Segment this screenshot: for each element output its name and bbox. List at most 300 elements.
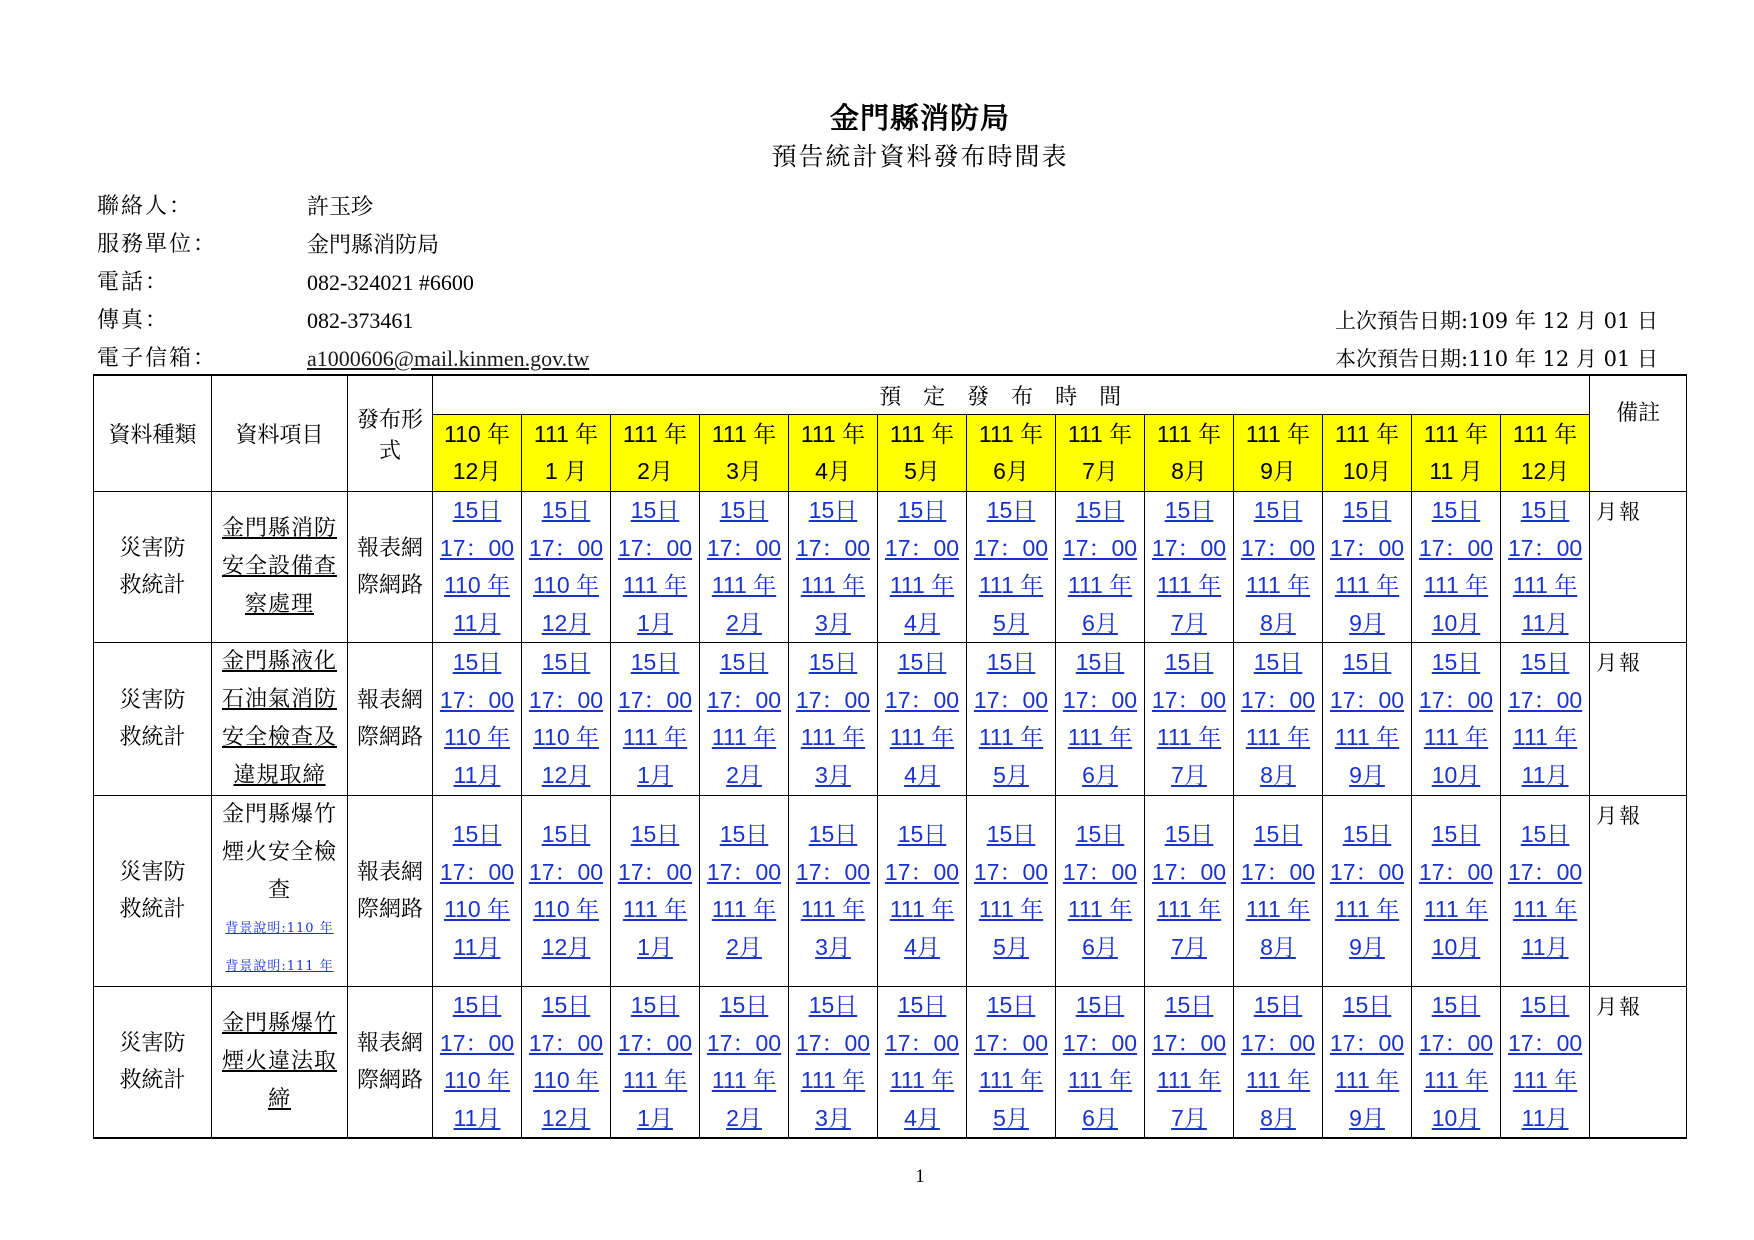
background-note-link[interactable]: 背景說明:110 年 [225, 921, 334, 936]
schedule-cell[interactable] [789, 796, 878, 987]
schedule-cell[interactable] [967, 492, 1056, 643]
schedule-cell[interactable] [1412, 796, 1501, 987]
schedule-ref-year: 111 年 [1156, 572, 1222, 598]
schedule-time: 17：00 [528, 534, 604, 561]
schedule-day: 15日 [1164, 992, 1214, 1018]
schedule-day: 15日 [897, 497, 947, 523]
schedule-ref-year: 111 年 [1423, 896, 1489, 922]
schedule-ref-month: 8月 [1260, 761, 1296, 788]
schedule-cell[interactable] [1056, 643, 1145, 796]
schedule-time: 17：00 [528, 1029, 604, 1056]
schedule-day: 15日 [541, 497, 591, 523]
schedule-ref-year: 111 年 [711, 724, 777, 750]
schedule-ref-month: 10月 [1431, 761, 1481, 788]
header-category: 資料種類 [94, 375, 212, 492]
schedule-ref-month: 2月 [726, 1104, 762, 1131]
schedule-ref-year: 110 年 [532, 896, 600, 922]
form-text: 報表網際網路 [356, 1031, 423, 1093]
form-text: 報表網際網路 [356, 536, 423, 598]
schedule-time: 17：00 [1062, 858, 1138, 885]
schedule-time: 17：00 [795, 534, 871, 561]
schedule-ref-year: 111 年 [978, 572, 1044, 598]
fax-number: 082-373461 [307, 308, 414, 333]
schedule-time: 17：00 [1151, 858, 1227, 885]
schedule-day: 15日 [1431, 821, 1481, 847]
month-header [878, 415, 967, 492]
schedule-time: 17：00 [1062, 686, 1138, 713]
month-header [522, 415, 611, 492]
schedule-time: 17：00 [528, 858, 604, 885]
schedule-ref-month: 4月 [904, 761, 940, 788]
schedule-time: 17：00 [1507, 1029, 1583, 1056]
item-name-link[interactable]: 金門縣爆竹煙火違法取締 [222, 1011, 338, 1112]
month-header-year: 111 年 [1423, 421, 1489, 447]
schedule-ref-month: 11月 [1521, 933, 1569, 960]
month-header-year: 111 年 [800, 421, 866, 447]
schedule-ref-year: 111 年 [889, 896, 955, 922]
schedule-ref-month: 11月 [1521, 761, 1569, 788]
schedule-cell[interactable] [1323, 796, 1412, 987]
schedule-time: 17：00 [884, 858, 960, 885]
month-header-year: 111 年 [1067, 421, 1133, 447]
schedule-cell[interactable] [522, 643, 611, 796]
schedule-ref-year: 111 年 [622, 572, 688, 598]
item-cell [212, 796, 348, 987]
schedule-ref-year: 111 年 [622, 724, 688, 750]
schedule-ref-month: 12月 [541, 761, 591, 788]
schedule-ref-month: 3月 [815, 761, 851, 788]
category-cell: 災害防救統計 [94, 643, 212, 796]
schedule-time: 17：00 [706, 858, 782, 885]
schedule-cell[interactable] [611, 987, 700, 1139]
schedule-ref-month: 3月 [815, 1104, 851, 1131]
schedule-ref-month: 9月 [1349, 933, 1385, 960]
form-cell [348, 643, 433, 796]
schedule-ref-month: 9月 [1349, 1104, 1385, 1131]
phone-label: 電話： [97, 270, 170, 295]
schedule-cell[interactable] [1056, 796, 1145, 987]
schedule-ref-month: 8月 [1260, 609, 1296, 636]
month-header-month: 11 月 [1429, 458, 1483, 484]
schedule-day: 15日 [1075, 497, 1125, 523]
month-header-year: 111 年 [533, 421, 599, 447]
schedule-ref-year: 111 年 [889, 572, 955, 598]
schedule-ref-year: 111 年 [1067, 896, 1133, 922]
schedule-cell[interactable] [700, 987, 789, 1139]
month-header-year: 111 年 [1245, 421, 1311, 447]
schedule-ref-year: 111 年 [1245, 572, 1311, 598]
schedule-cell[interactable] [700, 796, 789, 987]
schedule-ref-year: 111 年 [978, 896, 1044, 922]
category-cell: 災害防救統計 [94, 796, 212, 987]
schedule-day: 15日 [1253, 821, 1303, 847]
schedule-ref-month: 6月 [1082, 609, 1118, 636]
schedule-cell[interactable] [1501, 796, 1590, 987]
schedule-day: 15日 [1253, 992, 1303, 1018]
schedule-time: 17：00 [1151, 534, 1227, 561]
schedule-day: 15日 [986, 497, 1036, 523]
schedule-ref-year: 111 年 [711, 572, 777, 598]
schedule-ref-year: 111 年 [800, 896, 866, 922]
item-name-link: 金門縣爆竹煙火安全檢查 [222, 802, 338, 903]
schedule-cell[interactable] [1323, 492, 1412, 643]
schedule-ref-year: 111 年 [1334, 724, 1400, 750]
schedule-cell[interactable] [1501, 492, 1590, 643]
schedule-time: 17：00 [973, 534, 1049, 561]
schedule-day: 15日 [1520, 649, 1570, 675]
schedule-cell[interactable] [878, 796, 967, 987]
schedule-day: 15日 [719, 649, 769, 675]
schedule-ref-month: 6月 [1082, 933, 1118, 960]
schedule-ref-month: 5月 [993, 933, 1029, 960]
remark-cell: 月報 [1590, 492, 1687, 643]
schedule-day: 15日 [1075, 649, 1125, 675]
schedule-day: 15日 [1431, 497, 1481, 523]
schedule-ref-month: 3月 [815, 933, 851, 960]
form-text: 報表網際網路 [356, 688, 423, 750]
schedule-cell[interactable] [1234, 643, 1323, 796]
schedule-cell[interactable] [700, 492, 789, 643]
schedule-ref-month: 9月 [1349, 609, 1385, 636]
month-header [1323, 415, 1412, 492]
schedule-ref-year: 111 年 [1245, 896, 1311, 922]
schedule-cell[interactable] [1234, 987, 1323, 1139]
form-cell [348, 796, 433, 987]
schedule-day: 15日 [1164, 497, 1214, 523]
schedule-body [94, 492, 1687, 1139]
header-remark: 備註 [1590, 375, 1687, 492]
schedule-day: 15日 [541, 649, 591, 675]
schedule-time: 17：00 [1329, 858, 1405, 885]
schedule-day: 15日 [986, 649, 1036, 675]
schedule-day: 15日 [986, 992, 1036, 1018]
schedule-day: 15日 [1253, 497, 1303, 523]
contact-person-row [97, 188, 589, 226]
schedule-cell[interactable] [967, 796, 1056, 987]
schedule-time: 17：00 [1418, 686, 1494, 713]
schedule-day: 15日 [1520, 821, 1570, 847]
document-subtitle: 預告統計資料發布時間表 [771, 142, 1069, 171]
schedule-ref-year: 111 年 [622, 896, 688, 922]
schedule-cell[interactable] [700, 643, 789, 796]
schedule-ref-month: 12月 [541, 1104, 591, 1131]
schedule-ref-month: 4月 [904, 1104, 940, 1131]
item-cell [212, 643, 348, 796]
schedule-day: 15日 [1253, 649, 1303, 675]
schedule-day: 15日 [1342, 821, 1392, 847]
schedule-ref-month: 12月 [541, 933, 591, 960]
schedule-time: 17：00 [1062, 1029, 1138, 1056]
schedule-time: 17：00 [795, 686, 871, 713]
release-schedule-table [93, 374, 1687, 1139]
month-header-year: 111 年 [1512, 421, 1578, 447]
schedule-day: 15日 [808, 649, 858, 675]
schedule-ref-month: 7月 [1171, 609, 1207, 636]
schedule-day: 15日 [1075, 821, 1125, 847]
previous-forecast-date: 上次預告日期:109 年 12 月 01 日 [1335, 309, 1658, 333]
schedule-cell[interactable] [878, 643, 967, 796]
schedule-time: 17：00 [439, 858, 515, 885]
schedule-day: 15日 [1520, 497, 1570, 523]
schedule-cell[interactable] [522, 987, 611, 1139]
month-header-year: 111 年 [978, 421, 1044, 447]
schedule-cell[interactable] [433, 796, 522, 987]
schedule-cell[interactable] [1412, 987, 1501, 1139]
schedule-ref-month: 7月 [1171, 933, 1207, 960]
schedule-time: 17：00 [706, 1029, 782, 1056]
schedule-ref-year: 110 年 [443, 724, 511, 750]
month-header [1056, 415, 1145, 492]
schedule-day: 15日 [808, 821, 858, 847]
schedule-ref-year: 111 年 [1156, 724, 1222, 750]
fax-label: 傳真： [97, 308, 170, 333]
schedule-ref-year: 111 年 [622, 1067, 688, 1093]
schedule-ref-year: 111 年 [800, 724, 866, 750]
schedule-ref-year: 110 年 [532, 572, 600, 598]
schedule-ref-month: 5月 [993, 609, 1029, 636]
month-header-month: 1 月 [544, 458, 588, 484]
schedule-cell[interactable] [789, 643, 878, 796]
schedule-cell[interactable] [433, 492, 522, 643]
month-header-year: 110 年 [443, 421, 511, 447]
schedule-ref-year: 111 年 [1512, 896, 1578, 922]
form-text: 報表網際網路 [356, 860, 423, 922]
schedule-day: 15日 [1342, 497, 1392, 523]
schedule-ref-year: 111 年 [889, 724, 955, 750]
schedule-time: 17：00 [1418, 858, 1494, 885]
schedule-cell[interactable] [433, 987, 522, 1139]
month-header [789, 415, 878, 492]
background-note-link[interactable]: 背景說明:111 年 [225, 959, 334, 974]
schedule-cell[interactable] [967, 987, 1056, 1139]
contact-person: 許玉珍 [307, 194, 374, 219]
month-header [1145, 415, 1234, 492]
schedule-cell[interactable] [789, 492, 878, 643]
schedule-cell[interactable] [1145, 643, 1234, 796]
forecast-dates [1335, 302, 1658, 378]
item-name-link[interactable]: 金門縣消防安全設備查察處理 [222, 516, 338, 617]
schedule-ref-year: 111 年 [1423, 724, 1489, 750]
schedule-ref-month: 4月 [904, 609, 940, 636]
schedule-ref-year: 111 年 [978, 724, 1044, 750]
schedule-cell[interactable] [1323, 643, 1412, 796]
schedule-ref-month: 10月 [1431, 1104, 1481, 1131]
fax-row [97, 302, 589, 340]
schedule-ref-month: 11月 [1521, 609, 1569, 636]
schedule-cell[interactable] [1234, 796, 1323, 987]
schedule-ref-month: 2月 [726, 761, 762, 788]
month-header-year: 111 年 [1334, 421, 1400, 447]
schedule-time: 17：00 [1062, 534, 1138, 561]
schedule-ref-year: 111 年 [1512, 1067, 1578, 1093]
schedule-ref-month: 5月 [993, 1104, 1029, 1131]
schedule-ref-month: 1月 [637, 761, 673, 788]
schedule-ref-month: 1月 [637, 933, 673, 960]
schedule-cell[interactable] [611, 796, 700, 987]
schedule-ref-month: 12月 [541, 609, 591, 636]
schedule-time: 17：00 [795, 858, 871, 885]
contact-info [97, 188, 589, 378]
schedule-ref-year: 111 年 [1334, 572, 1400, 598]
schedule-ref-month: 8月 [1260, 933, 1296, 960]
schedule-time: 17：00 [439, 1029, 515, 1056]
item-cell [212, 492, 348, 643]
schedule-cell[interactable] [611, 643, 700, 796]
schedule-day: 15日 [719, 821, 769, 847]
schedule-time: 17：00 [439, 534, 515, 561]
schedule-ref-year: 111 年 [1156, 1067, 1222, 1093]
schedule-day: 15日 [897, 992, 947, 1018]
schedule-day: 15日 [452, 497, 502, 523]
schedule-day: 15日 [541, 992, 591, 1018]
schedule-cell[interactable] [1412, 492, 1501, 643]
schedule-cell[interactable] [789, 987, 878, 1139]
month-header [700, 415, 789, 492]
schedule-day: 15日 [808, 992, 858, 1018]
schedule-cell[interactable] [1145, 796, 1234, 987]
month-header-month: 10月 [1342, 458, 1392, 484]
schedule-cell[interactable] [1145, 987, 1234, 1139]
schedule-ref-month: 11月 [453, 609, 501, 636]
schedule-time: 17：00 [973, 1029, 1049, 1056]
schedule-time: 17：00 [1329, 534, 1405, 561]
schedule-time: 17：00 [973, 686, 1049, 713]
schedule-time: 17：00 [1507, 686, 1583, 713]
schedule-ref-year: 110 年 [532, 1067, 600, 1093]
schedule-day: 15日 [808, 497, 858, 523]
month-header [1412, 415, 1501, 492]
schedule-day: 15日 [1164, 821, 1214, 847]
schedule-day: 15日 [630, 821, 680, 847]
schedule-time: 17：00 [1240, 858, 1316, 885]
schedule-cell[interactable] [611, 492, 700, 643]
category-cell: 災害防救統計 [94, 987, 212, 1139]
schedule-time: 17：00 [1329, 686, 1405, 713]
schedule-ref-month: 8月 [1260, 1104, 1296, 1131]
header-row-1 [94, 375, 1687, 415]
schedule-day: 15日 [897, 649, 947, 675]
schedule-ref-year: 111 年 [1334, 1067, 1400, 1093]
schedule-day: 15日 [1164, 649, 1214, 675]
schedule-ref-month: 6月 [1082, 1104, 1118, 1131]
schedule-time: 17：00 [1151, 686, 1227, 713]
service-unit: 金門縣消防局 [307, 232, 440, 257]
schedule-day: 15日 [719, 497, 769, 523]
header-form: 發布形式 [348, 375, 433, 492]
header-schedule: 預定發布時間 [433, 375, 1590, 415]
schedule-cell[interactable] [967, 643, 1056, 796]
month-header-month: 5月 [904, 458, 940, 484]
month-header-month: 12月 [452, 458, 502, 484]
month-header-year: 111 年 [889, 421, 955, 447]
schedule-time: 17：00 [617, 858, 693, 885]
month-header [611, 415, 700, 492]
schedule-ref-year: 110 年 [443, 572, 511, 598]
document-title: 金門縣消防局 [829, 101, 1010, 135]
schedule-day: 15日 [986, 821, 1036, 847]
month-header-year: 111 年 [1156, 421, 1222, 447]
schedule-ref-month: 3月 [815, 609, 851, 636]
schedule-cell[interactable] [1056, 492, 1145, 643]
schedule-cell[interactable] [1323, 987, 1412, 1139]
month-header [967, 415, 1056, 492]
remark-cell: 月報 [1590, 987, 1687, 1139]
schedule-day: 15日 [541, 821, 591, 847]
schedule-ref-year: 110 年 [443, 1067, 511, 1093]
item-cell [212, 987, 348, 1139]
month-header-month: 6月 [993, 458, 1029, 484]
page-number: 1 [915, 1166, 925, 1187]
schedule-cell[interactable] [433, 643, 522, 796]
schedule-cell[interactable] [1145, 492, 1234, 643]
schedule-time: 17：00 [795, 1029, 871, 1056]
schedule-cell[interactable] [1412, 643, 1501, 796]
schedule-ref-month: 10月 [1431, 609, 1481, 636]
schedule-ref-year: 111 年 [1245, 724, 1311, 750]
schedule-ref-year: 111 年 [1423, 572, 1489, 598]
schedule-day: 15日 [1075, 992, 1125, 1018]
schedule-time: 17：00 [884, 686, 960, 713]
schedule-ref-year: 110 年 [443, 896, 511, 922]
email-label: 電子信箱： [97, 346, 218, 371]
schedule-cell[interactable] [1056, 987, 1145, 1139]
schedule-ref-month: 7月 [1171, 1104, 1207, 1131]
contact-person-label: 聯絡人： [97, 194, 194, 219]
schedule-ref-year: 111 年 [889, 1067, 955, 1093]
schedule-day: 15日 [1431, 992, 1481, 1018]
schedule-cell[interactable] [1501, 987, 1590, 1139]
schedule-ref-month: 11月 [453, 1104, 501, 1131]
schedule-cell[interactable] [522, 492, 611, 643]
email-row [97, 340, 589, 378]
month-header [1501, 415, 1590, 492]
schedule-cell[interactable] [1234, 492, 1323, 643]
month-header-month: 7月 [1082, 458, 1118, 484]
schedule-time: 17：00 [1418, 534, 1494, 561]
schedule-ref-month: 4月 [904, 933, 940, 960]
schedule-ref-month: 11月 [453, 761, 501, 788]
schedule-ref-month: 11月 [1521, 1104, 1569, 1131]
schedule-day: 15日 [1342, 649, 1392, 675]
schedule-day: 15日 [719, 992, 769, 1018]
schedule-ref-month: 1月 [637, 1104, 673, 1131]
month-header-month: 9月 [1260, 458, 1296, 484]
schedule-cell[interactable] [878, 987, 967, 1139]
schedule-ref-year: 111 年 [1067, 1067, 1133, 1093]
schedule-day: 15日 [1520, 992, 1570, 1018]
email-link[interactable]: a1000606@mail.kinmen.gov.tw [307, 346, 590, 371]
month-header-year: 111 年 [711, 421, 777, 447]
service-unit-row [97, 226, 589, 264]
schedule-time: 17：00 [1507, 534, 1583, 561]
schedule-time: 17：00 [1418, 1029, 1494, 1056]
schedule-cell[interactable] [878, 492, 967, 643]
schedule-ref-year: 111 年 [711, 1067, 777, 1093]
schedule-ref-year: 111 年 [711, 896, 777, 922]
table-row [94, 987, 1687, 1139]
item-name-link[interactable]: 金門縣液化石油氣消防安全檢查及違規取締 [222, 649, 338, 788]
month-header-year: 111 年 [622, 421, 688, 447]
schedule-ref-year: 111 年 [1334, 896, 1400, 922]
schedule-cell[interactable] [522, 796, 611, 987]
table-row [94, 796, 1687, 987]
current-forecast-date: 本次預告日期:110 年 12 月 01 日 [1335, 347, 1658, 371]
schedule-ref-month: 10月 [1431, 933, 1481, 960]
month-header [1234, 415, 1323, 492]
schedule-cell[interactable] [1501, 643, 1590, 796]
schedule-ref-year: 111 年 [800, 572, 866, 598]
month-header-month: 8月 [1171, 458, 1207, 484]
